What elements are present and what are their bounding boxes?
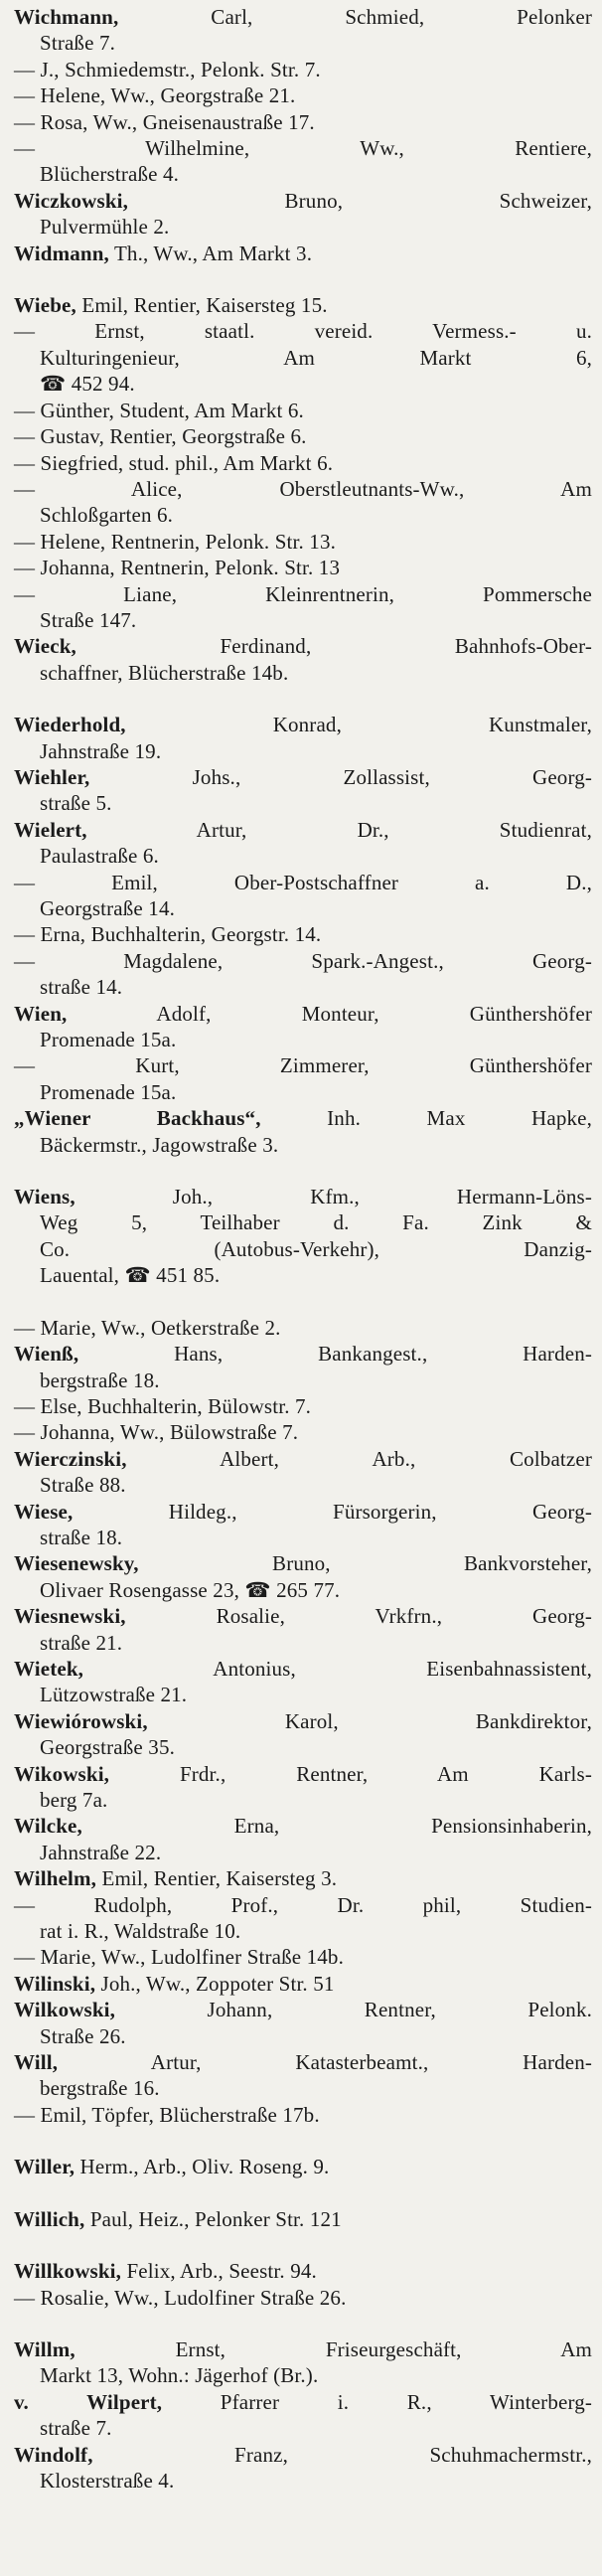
entry-details: Pfarrer i. R., Winterberg- — [162, 2389, 592, 2414]
entry-details: Bruno, Bankvorsteher, — [138, 1551, 592, 1576]
entry-details: Artur, Katasterbeamt., Harden- — [58, 2050, 592, 2075]
entry-line: — Johanna, Rentnerin, Pelonk. Str. 13 — [14, 556, 341, 580]
entry-continuation-line: straße 14. — [40, 975, 123, 1000]
directory-entry — [14, 1761, 592, 1814]
entry-details: Joh., Kfm., Hermann-Löns- — [75, 1185, 592, 1209]
directory-entry — [14, 4, 592, 57]
entry-continuation-line: Pulvermühle 2. — [40, 215, 170, 240]
entry-details: Felix, Arb., Seestr. 94. — [121, 2259, 317, 2284]
entry-continuation-line: Bäckermstr., Jagowstraße 3. — [40, 1132, 279, 1157]
directory-entry — [14, 241, 592, 266]
directory-entry — [14, 1393, 592, 1419]
entry-line — [14, 1656, 592, 1682]
entry-continuation-line: straße 21. — [40, 1630, 123, 1655]
entry-surname: Wierczinski, — [14, 1446, 127, 1471]
entry-details: Hildeg., Fürsorgerin, Georg- — [73, 1499, 592, 1524]
entry-line — [14, 2336, 592, 2362]
entry-continuation-line: Jahnstraße 22. — [40, 1840, 162, 1864]
entry-details: Franz, Schuhmachermstr., — [92, 2442, 592, 2467]
entry-continuation-line: Georgstraße 14. — [40, 896, 175, 920]
entry-line — [14, 2442, 592, 2468]
entry-surname: Widmann, — [14, 241, 109, 265]
directory-entry — [14, 1892, 592, 1945]
directory-entry — [14, 1656, 592, 1708]
entry-line: — Günther, Student, Am Markt 6. — [14, 398, 304, 422]
directory-entry — [14, 2154, 592, 2179]
entry-surname: Wikowski, — [14, 1761, 110, 1786]
entry-details: Artur, Dr., Studienrat, — [86, 817, 592, 842]
entry-details: Konrad, Kunstmaler, — [125, 713, 592, 737]
section-gap — [14, 2232, 592, 2258]
entry-line — [14, 188, 592, 214]
entry-line — [14, 817, 592, 843]
entry-surname: Wiewiórowski, — [14, 1708, 148, 1733]
directory-entry — [14, 2258, 592, 2284]
directory-entry — [14, 1419, 592, 1445]
section-gap — [14, 266, 592, 292]
entry-continuation-line: straße 5. — [40, 791, 112, 816]
directory-entry — [14, 1446, 592, 1499]
entry-continuation-line: Georgstraße 35. — [40, 1735, 175, 1760]
entry-details: Th., Ww., Am Markt 3. — [108, 241, 313, 265]
entry-line — [14, 1971, 592, 1997]
entry-continuation-line: straße 7. — [40, 2416, 112, 2441]
entry-continuation-line: Paulastraße 6. — [40, 844, 159, 869]
entry-surname: „Wiener Backhaus“, — [14, 1106, 261, 1131]
section-gap — [14, 1158, 592, 1184]
entry-surname: Wielert, — [14, 817, 87, 842]
directory-entry — [14, 2206, 592, 2232]
entry-details: Bruno, Schweizer, — [128, 188, 592, 213]
entry-line: — Alice, Oberstleutnants-Ww., Am — [14, 476, 592, 501]
entry-details: Inh. Max Hapke, — [260, 1106, 592, 1131]
directory-entry — [14, 529, 592, 555]
entry-details: Antonius, Eisenbahnassistent, — [83, 1656, 592, 1681]
directory-entry — [14, 712, 592, 764]
entry-continuation-line: Co. (Autobus-Verkehr), Danzig- — [40, 1236, 592, 1261]
directory-entry — [14, 135, 592, 188]
entry-continuation-line: Weg 5, Teilhaber d. Fa. Zink & — [40, 1210, 592, 1235]
entry-line — [14, 2206, 592, 2232]
entry-line — [14, 1761, 592, 1787]
entry-line: — Johanna, Ww., Bülowstraße 7. — [14, 1420, 299, 1445]
directory-entry — [14, 57, 592, 82]
entry-surname: Wiens, — [14, 1185, 75, 1209]
directory-entry — [14, 2336, 592, 2389]
directory-entry — [14, 1499, 592, 1551]
entry-line: — Helene, Ww., Georgstraße 21. — [14, 83, 296, 108]
directory-entry — [14, 109, 592, 135]
directory-entry — [14, 82, 592, 108]
section-gap — [14, 2128, 592, 2154]
entry-line: — Emil, Töpfer, Blücherstraße 17b. — [14, 2102, 320, 2127]
directory-entry — [14, 1001, 592, 1053]
entry-line — [14, 292, 592, 318]
directory-entry — [14, 1813, 592, 1865]
entry-line — [14, 2049, 592, 2075]
entry-line — [14, 1001, 592, 1027]
entry-line — [14, 4, 592, 30]
entry-continuation-line: Lauental, ☎ 451 85. — [40, 1263, 221, 1288]
entry-details: Rosalie, Vrkfrn., Georg- — [125, 1604, 592, 1629]
entry-line — [14, 1446, 592, 1472]
entry-surname: Willich, — [14, 2206, 85, 2231]
entry-details: Johs., Zollassist, Georg- — [89, 764, 592, 789]
section-gap — [14, 2180, 592, 2206]
entry-line — [14, 1708, 592, 1734]
entry-line: — Siegfried, stud. phil., Am Markt 6. — [14, 450, 334, 475]
directory-entry — [14, 1944, 592, 1970]
directory-entry — [14, 870, 592, 922]
entry-surname: Willkowski, — [14, 2259, 122, 2284]
entry-line — [14, 1184, 592, 1209]
entry-surname: Wilkowski, — [14, 1998, 116, 2022]
section-gap — [14, 686, 592, 712]
entry-surname: Wiesenewsky, — [14, 1551, 139, 1576]
entry-continuation-line: Promenade 15a. — [40, 1079, 177, 1104]
directory-entry — [14, 1052, 592, 1105]
entry-continuation-line: Straße 26. — [40, 2023, 126, 2048]
entry-surname: Wilhelm, — [14, 1866, 97, 1891]
directory-entry — [14, 188, 592, 241]
entry-continuation-line: Lützowstraße 21. — [40, 1683, 188, 1707]
entry-line — [14, 2389, 592, 2415]
entry-line — [14, 2154, 592, 2179]
entry-surname: Wien, — [14, 1001, 68, 1026]
directory-entry — [14, 633, 592, 686]
directory-entry — [14, 2049, 592, 2102]
entry-line — [14, 633, 592, 659]
directory-entry — [14, 1971, 592, 1997]
entry-line — [14, 1997, 592, 2022]
entry-surname: Willm, — [14, 2336, 75, 2361]
entry-line: — Marie, Ww., Ludolfiner Straße 14b. — [14, 1945, 344, 1970]
entry-details: Emil, Rentier, Kaisersteg 15. — [75, 293, 328, 318]
entry-continuation-line: rat i. R., Waldstraße 10. — [40, 1919, 241, 1944]
entry-line: — Emil, Ober-Postschaffner a. D., — [14, 870, 592, 894]
entry-surname: Wiczkowski, — [14, 188, 129, 213]
entry-line: — Magdalene, Spark.-Angest., Georg- — [14, 948, 592, 973]
directory-entry — [14, 2285, 592, 2311]
entry-line — [14, 2258, 592, 2284]
directory-entry — [14, 2442, 592, 2495]
entry-line: — Rosalie, Ww., Ludolfiner Straße 26. — [14, 2285, 347, 2310]
entry-continuation-line: Promenade 15a. — [40, 1028, 177, 1052]
entry-surname: Wienß, — [14, 1342, 79, 1367]
entry-details: Albert, Arb., Colbatzer — [126, 1446, 592, 1471]
directory-entry — [14, 450, 592, 476]
directory-entry — [14, 817, 592, 870]
entry-continuation-line: Schloßgarten 6. — [40, 503, 174, 528]
directory-entry — [14, 555, 592, 580]
entry-continuation-line: bergstraße 16. — [40, 2076, 160, 2101]
entry-continuation-line: Klosterstraße 4. — [40, 2468, 175, 2493]
entry-line: — Helene, Rentnerin, Pelonk. Str. 13. — [14, 529, 337, 554]
directory-entry — [14, 1550, 592, 1603]
entry-details: Joh., Ww., Zoppoter Str. 51 — [95, 1971, 335, 1996]
entry-continuation-line: Blücherstraße 4. — [40, 162, 180, 187]
entry-continuation-line: Straße 7. — [40, 31, 115, 56]
entry-line: — Gustav, Rentier, Georgstraße 6. — [14, 424, 307, 449]
entry-continuation-line: Straße 88. — [40, 1473, 126, 1498]
entry-details: Frdr., Rentner, Am Karls- — [109, 1761, 592, 1786]
entry-details: Herm., Arb., Oliv. Roseng. 9. — [75, 2155, 330, 2179]
entry-details: Karol, Bankdirektor, — [147, 1708, 592, 1733]
entry-continuation-line: straße 18. — [40, 1525, 123, 1549]
entry-continuation-line: Jahnstraße 19. — [40, 738, 162, 763]
directory-entry — [14, 398, 592, 423]
entry-line — [14, 1105, 592, 1131]
entry-line — [14, 1603, 592, 1629]
entry-surname: Wiederhold, — [14, 713, 126, 737]
entry-continuation-line: Markt 13, Wohn.: Jägerhof (Br.). — [40, 2363, 319, 2388]
entry-details: Ferdinand, Bahnhofs-Ober- — [75, 634, 592, 659]
directory-entry — [14, 1997, 592, 2049]
directory-entry — [14, 1105, 592, 1158]
entry-surname: Wieck, — [14, 634, 76, 659]
entry-continuation-line: Olivaer Rosengasse 23, ☎ 265 77. — [40, 1577, 341, 1602]
entry-surname: Willer, — [14, 2155, 75, 2179]
entry-line: — Rudolph, Prof., Dr. phil, Studien- — [14, 1892, 592, 1917]
entry-line: — Else, Buchhalterin, Bülowstr. 7. — [14, 1393, 312, 1418]
entry-line — [14, 1865, 592, 1891]
entry-details: Hans, Bankangest., Harden- — [78, 1342, 592, 1367]
entry-line: — Ernst, staatl. vereid. Vermess.- u. — [14, 319, 592, 344]
entry-line — [14, 1550, 592, 1576]
entry-line — [14, 764, 592, 790]
entry-continuation-line: schaffner, Blücherstraße 14b. — [40, 660, 289, 685]
entry-continuation-line: ☎ 452 94. — [40, 372, 135, 397]
entry-line — [14, 1499, 592, 1525]
entry-line: — Wilhelmine, Ww., Rentiere, — [14, 136, 592, 161]
directory-entry — [14, 2102, 592, 2128]
directory-entry — [14, 423, 592, 449]
entry-surname: Wilcke, — [14, 1814, 82, 1839]
entry-surname: Wiesnewski, — [14, 1604, 126, 1629]
entry-details: Paul, Heiz., Pelonker Str. 121 — [84, 2206, 342, 2231]
entry-line: — Liane, Kleinrentnerin, Pommersche — [14, 581, 592, 606]
section-gap — [14, 1289, 592, 1315]
entry-line: — Erna, Buchhalterin, Georgstr. 14. — [14, 922, 322, 947]
directory-entry — [14, 1708, 592, 1761]
entry-surname: Windolf, — [14, 2442, 93, 2467]
entry-continuation-line: berg 7a. — [40, 1788, 108, 1812]
entry-details: Carl, Schmied, Pelonker — [118, 5, 592, 29]
section-gap — [14, 2311, 592, 2336]
directory-entry — [14, 921, 592, 947]
entry-surname: v. Wilpert, — [14, 2389, 163, 2414]
entry-line: — J., Schmiedemstr., Pelonk. Str. 7. — [14, 57, 321, 81]
entry-details: Johann, Rentner, Pelonk. — [115, 1998, 592, 2022]
entry-line: — Rosa, Ww., Gneisenaustraße 17. — [14, 109, 315, 134]
directory-entry — [14, 1315, 592, 1341]
entry-surname: Wichmann, — [14, 5, 119, 29]
entry-line — [14, 1341, 592, 1367]
entry-line — [14, 241, 592, 266]
directory-entry — [14, 1341, 592, 1393]
directory-entry — [14, 1865, 592, 1891]
entry-line: — Marie, Ww., Oetkerstraße 2. — [14, 1315, 281, 1340]
directory-entry — [14, 764, 592, 817]
entry-continuation-line: bergstraße 18. — [40, 1368, 160, 1392]
entry-line — [14, 1813, 592, 1839]
directory-entry — [14, 292, 592, 318]
directory-entry — [14, 2389, 592, 2442]
entry-surname: Wietek, — [14, 1656, 84, 1681]
entry-details: Emil, Rentier, Kaisersteg 3. — [96, 1866, 338, 1891]
entry-surname: Wiehler, — [14, 764, 90, 789]
entry-surname: Wilinski, — [14, 1971, 96, 1996]
directory-entry — [14, 1603, 592, 1656]
entry-continuation-line: Kulturingenieur, Am Markt 6, — [40, 345, 592, 370]
directory-entry — [14, 948, 592, 1001]
entry-details: Adolf, Monteur, Günthershöfer — [67, 1001, 592, 1026]
entry-surname: Wiebe, — [14, 293, 76, 318]
directory-entry — [14, 318, 592, 397]
directory-entry — [14, 1184, 592, 1289]
directory-entry — [14, 476, 592, 529]
entry-line — [14, 712, 592, 737]
entry-continuation-line: Straße 147. — [40, 607, 137, 632]
entry-details: Ernst, Friseurgeschäft, Am — [75, 2336, 592, 2361]
entry-surname: Will, — [14, 2050, 59, 2075]
entry-surname: Wiese, — [14, 1499, 74, 1524]
entry-details: Erna, Pensionsinhaberin, — [81, 1814, 592, 1839]
entry-line: — Kurt, Zimmerer, Günthershöfer — [14, 1053, 592, 1078]
directory-entry — [14, 581, 592, 634]
